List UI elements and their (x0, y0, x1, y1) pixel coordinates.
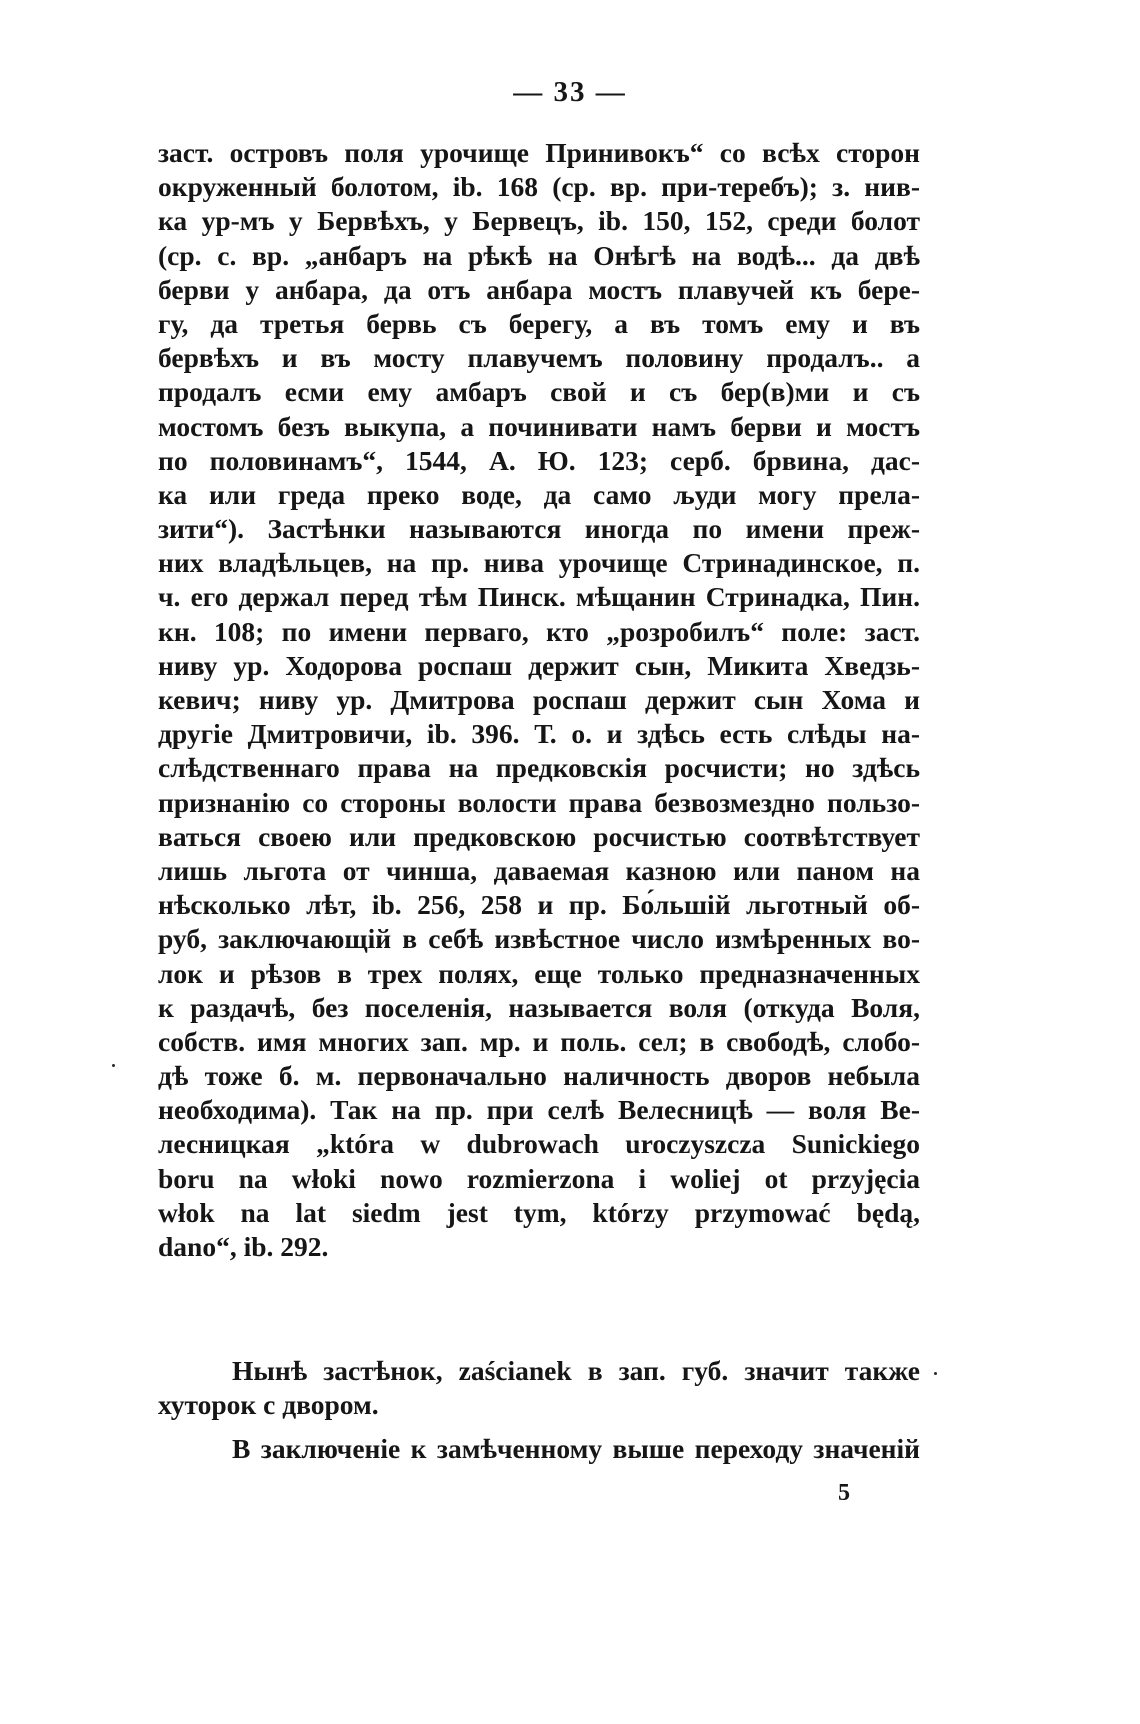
text-line: хуторок с двором. (158, 1389, 379, 1421)
text-line: окруженный болотом, ib. 168 (ср. вр. при-теребъ); з. нив- (158, 171, 920, 203)
text-line: них владѣльцев, на пр. нива урочище Стринадинское, п. (158, 547, 920, 579)
text-line: зити“). Застѣнки называются иногда по имени преж- (158, 513, 920, 545)
text-line: слѣдственнаго права на предковскія росчисти; но здѣсь (158, 752, 920, 784)
text-line: дѣ тоже б. м. первоначально наличность дворов небыла (158, 1060, 920, 1092)
text-line: руб, заключающій в себѣ извѣстное число измѣренных во- (158, 923, 920, 955)
text-line: ниву ур. Ходорова роспаш держит сын, Микита Хведзь- (158, 649, 920, 681)
text-line: заст. островъ поля урочище Принивокъ“ со всѣх сторон (158, 137, 920, 168)
text-line: другіе Дмитровичи, ib. 396. Т. о. и здѣсь есть слѣды на- (158, 718, 920, 750)
text-line: признанію со стороны волости права безвозмездно пользо- (158, 786, 920, 818)
text-line: необходима). Так на пр. при селѣ Велесницѣ — воля Ве- (158, 1094, 920, 1126)
text-line: boru na włoki nowo rozmierzona i woliej ot przyjęcia (158, 1162, 920, 1194)
print-speck (112, 1064, 115, 1067)
text-line: продалъ есми ему амбаръ свой и съ бер(в)ми и съ (158, 376, 920, 408)
text-line: нѣсколько лѣт, ib. 256, 258 и пр. Бо́льшій льготный об- (158, 889, 920, 921)
text-line: мостомъ безъ выкупа, а починивати намъ берви и мостъ (158, 410, 920, 442)
text-line: лишь льгота от чиншa, даваемая казною или паном на (158, 854, 920, 886)
text-line: гу, да третья бервь съ берегу, а въ томъ ему и въ (158, 307, 920, 339)
text-line: лесницкая „która w dubrowach uroczyszcza Sunickiego (158, 1128, 920, 1160)
signature-mark: 5 (838, 1480, 850, 1506)
paragraph-main (158, 136, 920, 1264)
text-line: собств. имя многих зап. мр. и поль. сел; в свободѣ, слобо- (158, 1025, 920, 1057)
text-line: włok na lat siedm jest tym, którzy przymować będą, (158, 1196, 920, 1228)
page-number: — 33 — (513, 76, 627, 108)
text-line: к раздачѣ, без поселенія, называется воля (откуда Воля, (158, 991, 920, 1023)
text-line: кн. 108; по имени перваго, кто „розробилъ“ поле: заст. (158, 615, 920, 647)
text-line: ка или греда преко воде, да само људи могу прела- (158, 478, 920, 510)
text-line: dano“, ib. 292. (158, 1231, 329, 1262)
text-line: ваться своею или предковскою росчистью соотвѣтствует (158, 820, 920, 852)
text-line: берви у анбара, да отъ анбара мостъ плавучей къ бере- (158, 273, 920, 305)
paragraph-zascianek (158, 1354, 920, 1422)
text-line: кевич; ниву ур. Дмитрова роспаш держит сын Хома и (158, 684, 920, 715)
text-line: лок и рѣзов в трех полях, еще только предназначенных (158, 957, 920, 989)
text-line: по половинамъ“, 1544, А. Ю. 123; серб. брвина, дас- (158, 444, 920, 476)
text-line: ч. его держал перед тѣм Пинск. мѣщанин Стринадка, Пин. (158, 581, 920, 613)
text-line: Нынѣ застѣнок, zaścianek в зап. губ. значит также (232, 1355, 920, 1386)
text-line: В заключеніе к замѣченному выше переходу значеній (232, 1433, 920, 1464)
paragraph-conclusion (158, 1432, 920, 1466)
print-speck (934, 1372, 937, 1375)
text-line: (ср. с. вр. „анбаръ на рѣкѣ на Онѣгѣ на водѣ... да двѣ (158, 239, 920, 271)
text-line: бервѣхъ и въ мосту плавучемъ половину продалъ.. а (158, 342, 920, 374)
text-line: ка ур-мъ у Бервѣхъ, у Бервецъ, ib. 150, 152, среди болот (158, 205, 920, 237)
